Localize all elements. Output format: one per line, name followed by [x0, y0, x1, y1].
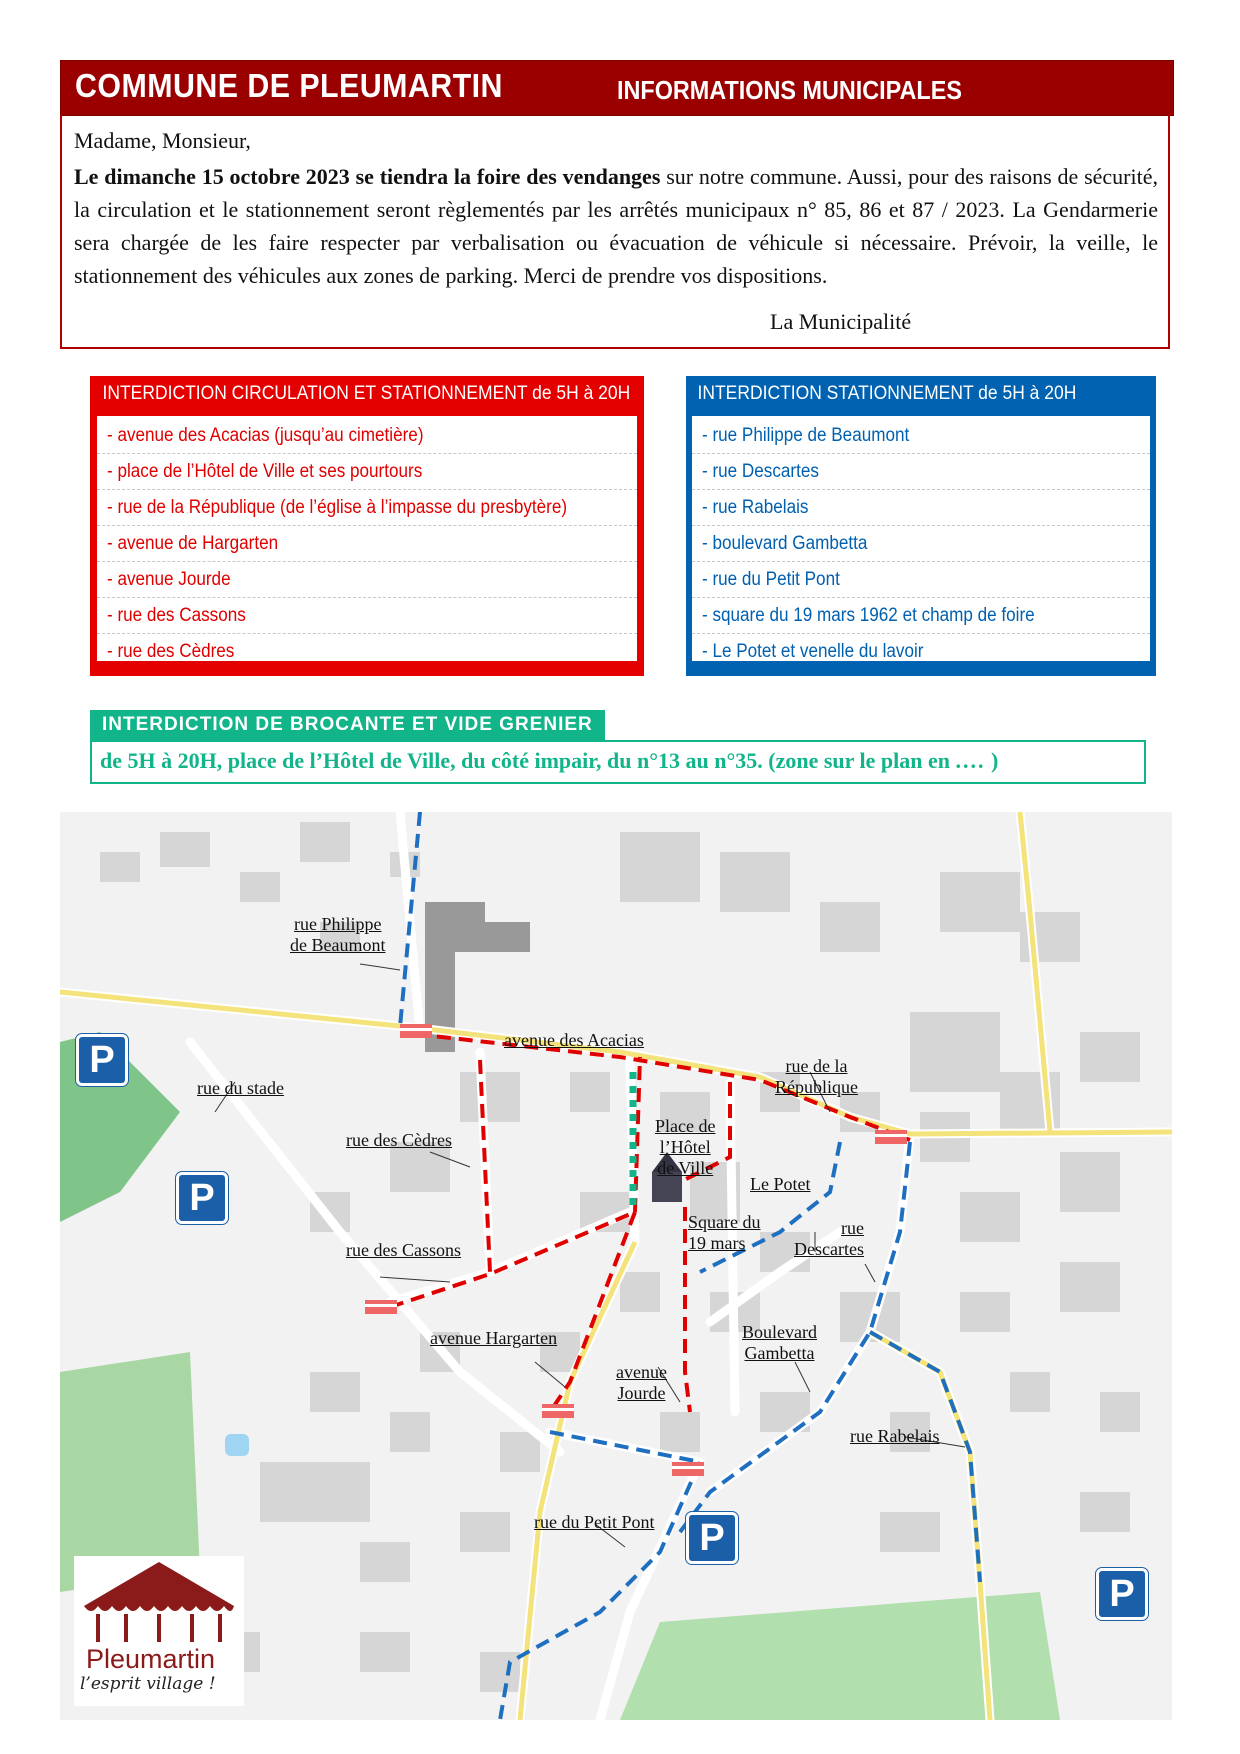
- label-rue-des-cedres: rue des Cèdres: [346, 1130, 452, 1150]
- list-item: - rue du Petit Pont: [692, 562, 1150, 598]
- letter-signature: La Municipalité: [770, 309, 912, 334]
- parking-icon: P: [76, 1034, 128, 1086]
- logo-slogan: l’esprit village !: [80, 1674, 216, 1694]
- list-item: - boulevard Gambetta: [692, 526, 1150, 562]
- label-avenue-des-acacias: avenue des Acacias: [504, 1030, 644, 1050]
- letter-bold-intro: Le dimanche 15 octobre 2023 se tiendra la foire des vendanges: [74, 164, 661, 189]
- letter-body: [74, 160, 1158, 292]
- commune-title: COMMUNE DE PLEUMARTIN: [75, 67, 503, 104]
- logo-name: Pleumartin: [86, 1644, 216, 1674]
- label-avenue-hargarten: avenue Hargarten: [430, 1328, 558, 1348]
- label-boulevard-gambetta: Boulevard Gambetta: [742, 1322, 817, 1363]
- list-item: - Le Potet et venelle du lavoir: [702, 641, 924, 662]
- panel-title: INTERDICTION STATIONNEMENT de 5H à 20H: [697, 383, 1077, 404]
- town-map: [60, 812, 1172, 1720]
- label-avenue-jourde: avenue Jourde: [616, 1362, 667, 1403]
- list-item: - square du 19 mars 1962 et champ de foire: [692, 598, 1150, 634]
- buildings: [100, 822, 1140, 1692]
- label-rue-des-cassons: rue des Cassons: [346, 1240, 461, 1260]
- parking-ban-panel: [686, 376, 1156, 676]
- list-item: - avenue de Hargarten: [97, 526, 637, 562]
- list-item: - place de l’Hôtel de Ville et ses pourtours: [97, 454, 637, 490]
- market-hall-icon: [74, 1556, 244, 1646]
- label-rue-philippe-de-beaumont: rue Philippe de Beaumont: [290, 914, 386, 955]
- list-item: - avenue Jourde: [97, 562, 637, 598]
- flea-market-ban-title: INTERDICTION DE BROCANTE ET VIDE GRENIER: [90, 710, 605, 740]
- list-item: - rue de la République (de l’église à l’impasse du presbytère): [97, 490, 637, 526]
- street-list: [692, 416, 1150, 661]
- label-rue-du-petit-pont: rue du Petit Pont: [534, 1512, 655, 1532]
- parking-icon: P: [176, 1172, 228, 1224]
- list-item: - rue des Cèdres: [107, 641, 235, 662]
- pond: [225, 1434, 249, 1456]
- header-subtitle: INFORMATIONS MUNICIPALES: [617, 75, 962, 105]
- traffic-parking-ban-panel: [90, 376, 644, 676]
- list-item: - rue Descartes: [692, 454, 1150, 490]
- letter-body-text: sur notre commune. Aussi, pour des raisons de sécurité, la circulation et le stationnement seront règlementés par les arrêtés municipaux n° 85, 86 et 87 / 2023. La Gendarmerie sera chargée de les faire respecter par verbalisation ou évacuation de véhicule si nécessaire. Prévoir, la veille, le stationnement des véhicules aux zones de parking. Merci de prendre vos dispositions.: [74, 164, 1158, 288]
- header-bar: [60, 60, 1174, 116]
- list-item: - rue Philippe de Beaumont: [692, 418, 1150, 454]
- parking-icon: P: [686, 1512, 738, 1564]
- label-place-hotel-de-ville: Place de l’Hôtel de Ville: [655, 1116, 716, 1178]
- letter-box: [60, 114, 1170, 349]
- flea-market-ban-text: de 5H à 20H, place de l’Hôtel de Ville, du côté impair, du n°13 au n°35. (zone sur le plan en .... ): [100, 748, 999, 773]
- flea-market-ban-box: [90, 740, 1146, 784]
- label-le-potet: Le Potet: [750, 1174, 811, 1194]
- street-list: [97, 416, 637, 661]
- label-square-du-19-mars: Square du 19 mars: [688, 1212, 761, 1253]
- list-item: - rue Rabelais: [692, 490, 1150, 526]
- pleumartin-logo: [74, 1556, 244, 1706]
- panel-title: INTERDICTION CIRCULATION ET STATIONNEMENT de 5H à 20H: [102, 383, 631, 404]
- label-rue-de-la-republique: rue de la République: [775, 1056, 858, 1097]
- letter-greeting: Madame, Monsieur,: [74, 128, 251, 153]
- label-rue-descartes: rue Descartes: [794, 1218, 864, 1259]
- parking-icon: P: [1096, 1568, 1148, 1620]
- label-rue-rabelais: rue Rabelais: [850, 1426, 940, 1446]
- list-item: - rue des Cassons: [97, 598, 637, 634]
- meadow-area: [620, 1592, 1060, 1720]
- label-rue-du-stade: rue du stade: [197, 1078, 284, 1098]
- green-dots-legend: ....: [955, 748, 986, 773]
- list-item: - avenue des Acacias (jusqu’au cimetière): [97, 418, 637, 454]
